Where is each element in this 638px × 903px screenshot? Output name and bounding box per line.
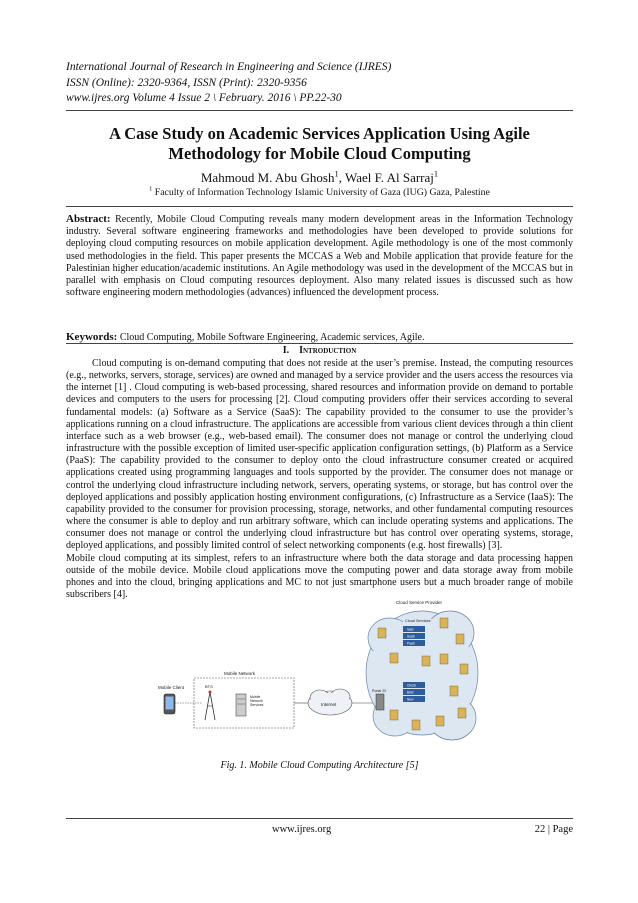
bts-label: BTS <box>205 684 213 689</box>
mobile-phone-icon <box>164 694 175 714</box>
network-server-icon <box>236 694 246 716</box>
abstract-label: Abstract: <box>66 213 111 225</box>
affiliation-mark: 1 <box>149 185 153 193</box>
page-number: 22 | Page <box>534 824 573 835</box>
internet-label: Internet <box>321 702 337 707</box>
svg-text:Brief: Brief <box>407 690 414 695</box>
portal-label: Portal 2X <box>372 689 387 693</box>
mobile-network-label: Mobile Network <box>224 671 256 676</box>
service-stack-bottom <box>403 682 425 702</box>
service-stack-top <box>403 626 425 646</box>
section-number: I. <box>282 345 290 356</box>
abstract-text: Recently, Mobile Cloud Computing reveals many modern development areas in the Information Technology industry. Several software engineering frameworks and methodologies have been developed to provide solutions for deploying cloud computing resources on mobile application development. Agile methodology is one of the most commonly used methodologies in the field. This paper presents the MCCAS a Web and Mobile application that provide feature for the Palestinian higher education/academic institutions. An Agile methodology was used in the development of the MCCAS but in parallel with emphasis on Cloud computing resources deployment. Also many related issues is discussed such as how software engineering modern methodologies (advances) influenced the development process. <box>66 214 573 299</box>
abstract-rule-top <box>66 206 573 207</box>
footer-rule <box>66 818 573 819</box>
mobile-client-label: Mobile Client <box>158 685 185 690</box>
author-2-affil: 1 <box>433 168 439 179</box>
section-heading <box>66 345 573 357</box>
title-line-1: A Case Study on Academic Services Application Using Agile <box>109 124 530 143</box>
figure-caption: Fig. 1. Mobile Cloud Computing Architecture [5] <box>220 760 419 771</box>
svg-text:New: New <box>407 697 414 702</box>
journal-issn: ISSN (Online): 2320-9364, ISSN (Print): 2320-9356 <box>66 76 307 89</box>
paragraph-1: Cloud computing is on-demand computing that does not reside at the user’s premise. Instead, the computing resources (e.g., networks, servers, storage, services) are owned and managed by a service provider and the users access the resources via the internet [1] . Cloud computing is web-based processing, shared resources and information provide on demand to portable devices and computers to the users for processing [2]. Cloud computing providers offer their services according to several fundamental models: (a) Software as a Service (SaaS): The capability provided to the consumer to use the provider’s applications running on a cloud infrastructure. The applications are accessible from various client devices through a thin client interface such as a web browser (e.g., web-based email). The consumer does not manage or control the underlying cloud infrastructure with the possible exception of limited user-specific application configuration settings, (b) Platform as a Service (PaaS): The capability provided to the consumer to deploy onto the cloud infrastructure consumer created or acquired applications created using programming languages and tools supported by the provider. The consumer does not manage or control the underlying cloud infrastructure including network, servers, operating systems, or storage, but has control over the deployed applications and possibly application hosting environment configurations, (c) Infrastructure as a Service (IaaS): The capability provided to the consumer for provision processing, storage, networks, and other fundamental computing resources where the consumer is able to deploy and run arbitrary software, which can include operating systems and applications. The consumer does not manage or control the underlying cloud infrastructure but has control over operating systems, storage, deployed applications, and possibly limited control of select networking components (e.g. host firewalls) [3]. <box>66 358 573 552</box>
keywords-label: Keywords: <box>66 331 118 343</box>
footer-url: www.ijres.org <box>272 824 332 835</box>
svg-text:PaaS: PaaS <box>407 641 415 646</box>
journal-name: International Journal of Research in Engineering and Science (IJRES) <box>66 61 392 73</box>
author-1: Mahmoud M. Abu Ghosh <box>200 170 335 185</box>
paper-title <box>66 124 573 164</box>
section-title: Introduction <box>299 345 357 356</box>
figure-architecture <box>150 598 480 750</box>
keywords-text: Cloud Computing, Mobile Software Engineering, Academic services, Agile. <box>117 332 425 343</box>
title-line-2: Methodology for Mobile Cloud Computing <box>168 144 471 163</box>
body-text <box>66 358 573 601</box>
abstract <box>66 213 573 299</box>
affiliation <box>66 187 573 199</box>
author-separator: , <box>338 170 345 185</box>
author-1-affil: 1 <box>334 168 339 179</box>
header-rule <box>66 110 573 111</box>
author-2: Wael F. Al Sarraj <box>344 170 434 185</box>
svg-text:SaaS: SaaS <box>407 634 415 639</box>
cloud-services-label: Cloud Services <box>405 619 431 623</box>
author-list <box>66 170 573 186</box>
svg-text:IaaS: IaaS <box>407 627 414 632</box>
provider-label: Cloud Service Provider <box>396 600 443 605</box>
network-services-label: Mobile Network Services <box>250 695 264 707</box>
paragraph-2: Mobile cloud computing at its simplest, refers to an infrastructure where both the data storage and data processing happen outside of the mobile device. Mobile cloud applications move the computing power and data storage away from mobile phones and into the cloud, bringing applications and MC to not just smartphone users but a much broader range of mobile subscribers [4]. <box>66 552 573 600</box>
journal-volume: www.ijres.org Volume 4 Issue 2 \ February. 2016 \ PP.22-30 <box>66 92 342 104</box>
portal-server-icon <box>376 694 384 710</box>
journal-header <box>66 60 586 107</box>
abstract-rule-bottom <box>66 343 573 344</box>
svg-text:Check: Check <box>407 683 417 688</box>
affiliation-text: Faculty of Information Technology Islamic University of Gaza (IUG) Gaza, Palestine <box>152 187 490 198</box>
